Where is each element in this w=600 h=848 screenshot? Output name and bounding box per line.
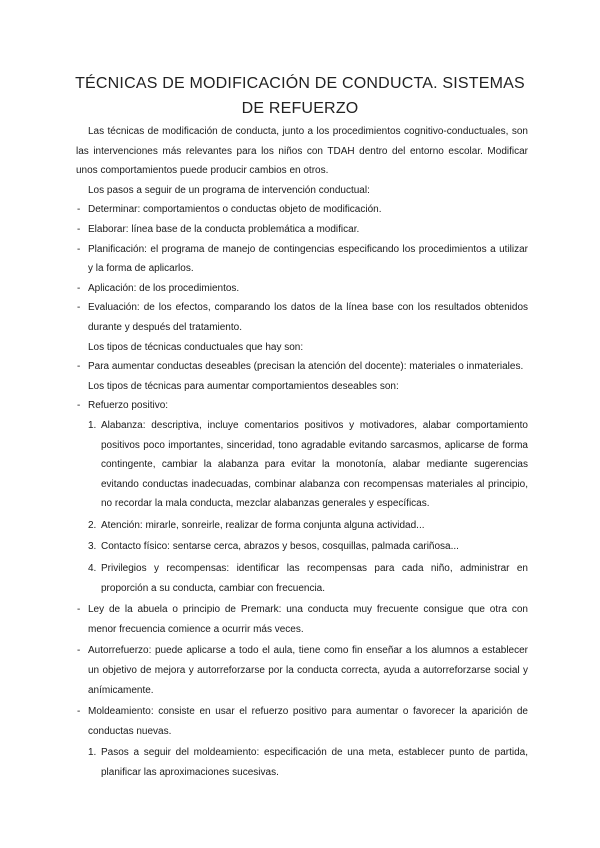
list-item: - Moldeamiento: consiste en usar el refuerzo positivo para aumentar o favorecer la aparición de conductas nuevas. — [77, 706, 528, 737]
list-item: - Aplicación: de los procedimientos. — [77, 282, 240, 294]
numbered-item: 4. Privilegios y recompensas: identificar las recompensas para cada niño, administrar en proporción a su conducta, cambiar con frecuencia. — [88, 563, 528, 594]
numbered-item: 1. Pasos a seguir del moldeamiento: especificación de una meta, establecer punto de partida, planificar las aproximaciones sucesivas. — [88, 747, 528, 778]
aumentar-heading: Los tipos de técnicas para aumentar comportamientos deseables son: — [88, 380, 399, 392]
tipos-heading: Los tipos de técnicas conductuales que hay son: — [88, 341, 304, 353]
numbered-item: 3. Contacto físico: sentarse cerca, abrazos y besos, cosquillas, palmada cariñosa... — [88, 541, 459, 553]
list-item: - Evaluación: de los efectos, comparando los datos de la línea base con los resultados obtenidos durante y después del tratamiento. — [77, 302, 528, 333]
refuerzo-positivo-label: - Refuerzo positivo: — [77, 400, 169, 412]
list-item: - Elaborar: línea base de la conducta problemática a modificar. — [77, 223, 360, 235]
pasos-heading: Los pasos a seguir de un programa de intervención conductual: — [88, 184, 370, 196]
list-item: - Ley de la abuela o principio de Premark: una conducta muy frecuente consigue que otra con menor frecuencia comience a ocurrir más veces. — [77, 604, 528, 635]
list-item: - Autorrefuerzo: puede aplicarse a todo el aula, tiene como fin enseñar a los alumnos a establecer un objetivo de mejora y autorreforzarse por la conducta correcta, ayuda a autorreforzarse social y anímicamente. — [77, 645, 528, 696]
intro-paragraph: Las técnicas de modificación de conducta, junto a los procedimientos cognitivo-conductuales, son las intervenciones más relevantes para los niños con TDAH dentro del entorno escolar. Modificar unos comportamientos puede producir cambios en otros. — [76, 126, 528, 177]
list-item: - Planificación: el programa de manejo de contingencias especificando los procedimientos a utilizar y la forma de aplicarlos. — [77, 243, 528, 275]
numbered-item: 2. Atención: mirarle, sonreirle, realizar de forma conjunta alguna actividad... — [88, 519, 425, 531]
list-item: - Determinar: comportamientos o conductas objeto de modificación. — [77, 204, 382, 216]
document-title: TÉCNICAS DE MODIFICACIÓN DE CONDUCTA. SISTEMAS DE REFUERZO — [75, 75, 525, 117]
numbered-item: 1. Alabanza: descriptiva, incluye comentarios positivos y motivadores, alabar comportamiento positivos poco importantes, sinceridad, tono agradable evitando sarcasmos, aplicarse de forma contingente, cambiar la alabanza para evitar la monotonía, alabar mediante sugerencias evitando conductas inadecuadas, combinar alabanza con recompensas materiales al principio, no recordar la mala conducta, mezclar alabanzas generales y específicas. — [88, 419, 528, 510]
document-body — [0, 122, 600, 783]
list-item: - Para aumentar conductas deseables (precisan la atención del docente): materiales o inmateriales. — [77, 361, 524, 373]
